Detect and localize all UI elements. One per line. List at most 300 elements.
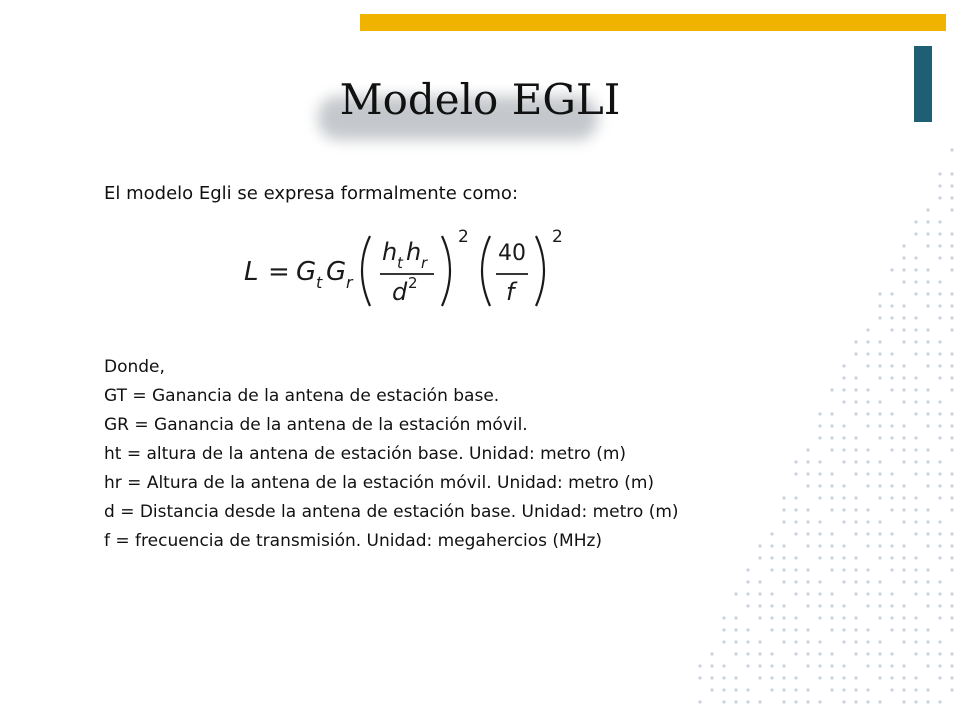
decoration-dot — [890, 688, 893, 691]
decoration-dot — [782, 688, 785, 691]
decoration-dot — [902, 376, 905, 379]
decoration-dot — [926, 544, 929, 547]
decoration-dot — [818, 616, 821, 619]
decoration-dot — [710, 652, 713, 655]
decoration-dot — [806, 532, 809, 535]
decoration-dot — [842, 700, 845, 703]
decoration-dot — [806, 544, 809, 547]
decoration-dot — [902, 256, 905, 259]
decoration-dot — [818, 676, 821, 679]
decoration-dot — [902, 304, 905, 307]
decoration-dot — [890, 616, 893, 619]
decoration-dot — [926, 688, 929, 691]
decoration-dot — [698, 700, 701, 703]
formula-g2-sub: r — [346, 273, 353, 292]
decoration-dot — [734, 700, 737, 703]
decoration-dot — [950, 184, 953, 187]
decoration-dot — [878, 352, 881, 355]
decoration-dot — [914, 568, 917, 571]
decoration-dot — [782, 640, 785, 643]
decoration-dot — [818, 424, 821, 427]
decoration-dot — [794, 628, 797, 631]
decoration-dot — [806, 460, 809, 463]
decoration-dot — [878, 376, 881, 379]
decoration-dot — [902, 244, 905, 247]
formula-exp-1: 2 — [458, 227, 469, 247]
decoration-dot — [782, 700, 785, 703]
decoration-dot — [782, 604, 785, 607]
decoration-dot — [890, 328, 893, 331]
decoration-dot — [902, 460, 905, 463]
decoration-dot — [938, 556, 941, 559]
decoration-dot — [722, 616, 725, 619]
decoration-dot — [878, 592, 881, 595]
decoration-dot — [890, 364, 893, 367]
decoration-dot — [854, 676, 857, 679]
decoration-dot — [782, 508, 785, 511]
decoration-dot — [890, 676, 893, 679]
decoration-dot — [734, 676, 737, 679]
formula-right-paren-2 — [536, 236, 544, 306]
decoration-dot — [722, 664, 725, 667]
decoration-dot — [902, 520, 905, 523]
decoration-dot — [938, 412, 941, 415]
decoration-dot — [926, 532, 929, 535]
decoration-dot — [950, 472, 953, 475]
decoration-dot — [914, 436, 917, 439]
decoration-dot — [782, 676, 785, 679]
decoration-dot — [878, 664, 881, 667]
decoration-dot — [710, 688, 713, 691]
decoration-dot — [902, 688, 905, 691]
decoration-dot — [914, 628, 917, 631]
decoration-dot — [770, 688, 773, 691]
decoration-dot — [926, 340, 929, 343]
decoration-dot — [938, 460, 941, 463]
decoration-dot — [902, 580, 905, 583]
decoration-dot — [938, 364, 941, 367]
decoration-dot — [830, 556, 833, 559]
decoration-dot — [926, 280, 929, 283]
decoration-dot — [746, 688, 749, 691]
decoration-dot — [878, 304, 881, 307]
decoration-dot — [806, 508, 809, 511]
decoration-dot — [938, 172, 941, 175]
decoration-dot — [938, 352, 941, 355]
decoration-dot — [890, 508, 893, 511]
decoration-dot — [770, 604, 773, 607]
decoration-dot — [890, 352, 893, 355]
formula-g1-sub: t — [316, 273, 323, 292]
decoration-dot — [950, 664, 953, 667]
decoration-dot — [854, 700, 857, 703]
formula-d-sup: 2 — [408, 274, 418, 292]
decoration-dot — [902, 364, 905, 367]
decoration-dot — [866, 520, 869, 523]
side-accent-bar — [914, 46, 932, 122]
decoration-dot — [782, 568, 785, 571]
decoration-dot — [866, 328, 869, 331]
decoration-dot — [890, 592, 893, 595]
decoration-dot — [914, 652, 917, 655]
decoration-dot — [926, 484, 929, 487]
decoration-dot — [794, 460, 797, 463]
decoration-dot — [842, 688, 845, 691]
decoration-dot — [890, 448, 893, 451]
decoration-dot — [914, 268, 917, 271]
decoration-dot — [818, 604, 821, 607]
decoration-dot — [806, 520, 809, 523]
decoration-dot — [842, 496, 845, 499]
decoration-dot — [878, 556, 881, 559]
formula-left-paren-2 — [482, 236, 490, 306]
decoration-dot — [914, 220, 917, 223]
decoration-dot — [734, 628, 737, 631]
decoration-dot — [902, 496, 905, 499]
decoration-dot — [794, 472, 797, 475]
decoration-dot — [746, 664, 749, 667]
definition-item: Donde, — [104, 357, 165, 377]
decoration-dot — [842, 616, 845, 619]
decoration-dot — [902, 424, 905, 427]
decoration-dot — [830, 388, 833, 391]
decoration-dot — [950, 244, 953, 247]
decoration-dot — [878, 676, 881, 679]
decoration-dot — [890, 376, 893, 379]
decoration-dot — [866, 568, 869, 571]
decoration-dot — [926, 448, 929, 451]
decoration-dot — [926, 568, 929, 571]
decoration-dot — [806, 628, 809, 631]
decoration-dot — [914, 556, 917, 559]
decoration-dot — [734, 592, 737, 595]
decoration-dot — [878, 472, 881, 475]
decoration-dot — [926, 292, 929, 295]
decoration-dot — [866, 352, 869, 355]
decoration-dot — [950, 232, 953, 235]
decoration-dot — [842, 388, 845, 391]
decoration-dot — [782, 628, 785, 631]
decoration-dot — [938, 640, 941, 643]
decoration-dot — [818, 556, 821, 559]
decoration-dot — [878, 292, 881, 295]
decoration-dot — [854, 640, 857, 643]
decoration-dot — [914, 640, 917, 643]
decoration-dot — [818, 436, 821, 439]
decoration-dot — [914, 388, 917, 391]
formula-right-paren-1 — [442, 236, 450, 306]
decoration-dot — [890, 604, 893, 607]
decoration-dot — [806, 448, 809, 451]
decoration-dot — [806, 688, 809, 691]
decoration-dot — [830, 604, 833, 607]
decoration-dot — [758, 604, 761, 607]
decoration-dot — [950, 292, 953, 295]
decoration-dot — [950, 568, 953, 571]
formula-g1: G — [296, 257, 317, 287]
decoration-dot — [758, 676, 761, 679]
decoration-dot — [902, 568, 905, 571]
decoration-dot — [854, 460, 857, 463]
decoration-dot — [902, 316, 905, 319]
decoration-dot — [866, 544, 869, 547]
decoration-dot — [878, 316, 881, 319]
decoration-dot — [878, 400, 881, 403]
decoration-dot — [842, 460, 845, 463]
decoration-dot — [770, 616, 773, 619]
decoration-dot — [770, 544, 773, 547]
decoration-dot — [758, 592, 761, 595]
decoration-dot — [938, 340, 941, 343]
decoration-dot — [890, 556, 893, 559]
decoration-dot — [938, 592, 941, 595]
decoration-dot — [746, 652, 749, 655]
decoration-dot — [902, 484, 905, 487]
decoration-dot — [878, 484, 881, 487]
decoration-dot — [902, 676, 905, 679]
decoration-dot — [854, 400, 857, 403]
decoration-dot — [926, 328, 929, 331]
decoration-dot — [818, 592, 821, 595]
decoration-dot — [902, 640, 905, 643]
decoration-dot — [770, 628, 773, 631]
decoration-dot — [950, 532, 953, 535]
decoration-dot — [866, 604, 869, 607]
decoration-dot — [770, 664, 773, 667]
decoration-dot — [950, 304, 953, 307]
decoration-dot — [770, 556, 773, 559]
decoration-dot — [830, 472, 833, 475]
decoration-dot — [842, 484, 845, 487]
decoration-dot — [950, 544, 953, 547]
decoration-dot — [878, 412, 881, 415]
decoration-dot — [902, 448, 905, 451]
decoration-dot — [830, 628, 833, 631]
decoration-dot — [866, 640, 869, 643]
decoration-dot — [950, 604, 953, 607]
decoration-dot — [938, 544, 941, 547]
decoration-dot — [866, 448, 869, 451]
decoration-dot — [866, 484, 869, 487]
dot-grid — [698, 148, 953, 703]
decoration-dot — [950, 652, 953, 655]
decoration-dot — [818, 640, 821, 643]
decoration-dot — [782, 580, 785, 583]
decoration-dot — [890, 652, 893, 655]
decoration-dot — [914, 496, 917, 499]
decoration-dot — [950, 388, 953, 391]
decoration-dot — [914, 352, 917, 355]
decoration-dot — [890, 304, 893, 307]
decoration-dot — [710, 676, 713, 679]
decoration-dot — [878, 616, 881, 619]
decoration-dot — [698, 664, 701, 667]
decoration-dot — [854, 616, 857, 619]
decoration-dot — [926, 304, 929, 307]
decoration-dot — [806, 472, 809, 475]
decoration-dot — [914, 508, 917, 511]
decoration-dot — [914, 700, 917, 703]
decoration-dot — [926, 580, 929, 583]
decoration-dot — [914, 256, 917, 259]
decoration-dot — [902, 436, 905, 439]
decoration-dot — [842, 556, 845, 559]
decoration-dot — [950, 256, 953, 259]
decoration-dot — [926, 400, 929, 403]
decoration-dot — [890, 436, 893, 439]
decoration-dot — [878, 520, 881, 523]
decoration-dot — [830, 568, 833, 571]
decoration-dot — [782, 616, 785, 619]
decoration-dot — [914, 532, 917, 535]
definition-item: GT = Ganancia de la antena de estación base. — [104, 386, 500, 406]
decoration-dot — [938, 424, 941, 427]
decoration-dot — [806, 604, 809, 607]
decoration-dot — [854, 628, 857, 631]
decoration-dot — [950, 436, 953, 439]
decoration-dot — [938, 604, 941, 607]
decoration-dot — [746, 580, 749, 583]
decoration-dot — [938, 472, 941, 475]
decoration-dot — [890, 664, 893, 667]
decoration-dot — [914, 460, 917, 463]
decoration-dot — [830, 676, 833, 679]
decoration-dot — [842, 448, 845, 451]
decoration-dot — [938, 664, 941, 667]
decoration-dot — [746, 700, 749, 703]
formula-lhs: L — [244, 257, 259, 287]
decoration-dot — [806, 568, 809, 571]
decoration-dot — [902, 268, 905, 271]
decoration-dot — [902, 700, 905, 703]
decoration-dot — [854, 436, 857, 439]
decoration-dot — [938, 652, 941, 655]
definition-item: ht = altura de la antena de estación base. Unidad: metro (m) — [104, 444, 627, 464]
decoration-dot — [818, 700, 821, 703]
decoration-dot — [758, 556, 761, 559]
decoration-dot — [794, 688, 797, 691]
decoration-dot — [806, 640, 809, 643]
decoration-dot — [722, 688, 725, 691]
decoration-dot — [866, 364, 869, 367]
decoration-dot — [854, 376, 857, 379]
decoration-dot — [950, 448, 953, 451]
decoration-dot — [878, 544, 881, 547]
decoration-dot — [950, 496, 953, 499]
decoration-dot — [842, 424, 845, 427]
decoration-dot — [938, 484, 941, 487]
decoration-dot — [926, 640, 929, 643]
decoration-dot — [842, 664, 845, 667]
decoration-dot — [842, 628, 845, 631]
decoration-dot — [794, 508, 797, 511]
decoration-dot — [866, 460, 869, 463]
decoration-dot — [902, 664, 905, 667]
decoration-dot — [866, 688, 869, 691]
decoration-dot — [926, 364, 929, 367]
decoration-dot — [938, 196, 941, 199]
decoration-dot — [878, 496, 881, 499]
decoration-dot — [926, 472, 929, 475]
decoration-dot — [902, 508, 905, 511]
decoration-dot — [866, 580, 869, 583]
decoration-dot — [806, 592, 809, 595]
decoration-dot — [902, 604, 905, 607]
decoration-dot — [890, 496, 893, 499]
decoration-dot — [746, 592, 749, 595]
decoration-dot — [818, 460, 821, 463]
decoration-dot — [926, 244, 929, 247]
decoration-dot — [794, 568, 797, 571]
decoration-dot — [770, 532, 773, 535]
decoration-dot — [866, 400, 869, 403]
decoration-dot — [926, 700, 929, 703]
decoration-dot — [854, 652, 857, 655]
decoration-dot — [938, 520, 941, 523]
decoration-dot — [734, 640, 737, 643]
decoration-dot — [794, 592, 797, 595]
decoration-dot — [842, 364, 845, 367]
decoration-dot — [830, 448, 833, 451]
decoration-dot — [902, 328, 905, 331]
decoration-dot — [806, 664, 809, 667]
decoration-dot — [950, 328, 953, 331]
formula-f: f — [506, 278, 515, 306]
decoration-dot — [782, 556, 785, 559]
decoration-dot — [854, 388, 857, 391]
decoration-dot — [938, 304, 941, 307]
decoration-dot — [890, 388, 893, 391]
decoration-dot — [842, 520, 845, 523]
decoration-dot — [854, 340, 857, 343]
decoration-dot — [842, 400, 845, 403]
decoration-dot — [734, 688, 737, 691]
decoration-dot — [794, 496, 797, 499]
decoration-dot — [866, 424, 869, 427]
decoration-dot — [854, 448, 857, 451]
decoration-dot — [938, 376, 941, 379]
decoration-dot — [818, 580, 821, 583]
slide-title: Modelo EGLI — [339, 75, 621, 124]
decoration-dot — [890, 568, 893, 571]
decoration-dot — [926, 412, 929, 415]
decoration-dot — [926, 352, 929, 355]
decoration-dot — [950, 424, 953, 427]
decoration-dot — [890, 544, 893, 547]
decoration-dot — [950, 688, 953, 691]
decoration-dot — [758, 544, 761, 547]
decoration-dot — [926, 628, 929, 631]
decoration-dot — [926, 652, 929, 655]
decoration-dot — [914, 316, 917, 319]
decoration-dot — [890, 424, 893, 427]
decoration-dot — [950, 364, 953, 367]
decoration-dot — [830, 592, 833, 595]
decoration-dot — [926, 604, 929, 607]
decoration-dot — [902, 544, 905, 547]
decoration-dot — [830, 544, 833, 547]
decoration-dot — [914, 520, 917, 523]
formula-hr: h — [406, 238, 422, 266]
decoration-dot — [842, 376, 845, 379]
decoration-dot — [866, 340, 869, 343]
decoration-dot — [746, 568, 749, 571]
decoration-dot — [926, 220, 929, 223]
decoration-dot — [854, 568, 857, 571]
decoration-dot — [830, 424, 833, 427]
decoration-dot — [902, 556, 905, 559]
decoration-dot — [878, 604, 881, 607]
